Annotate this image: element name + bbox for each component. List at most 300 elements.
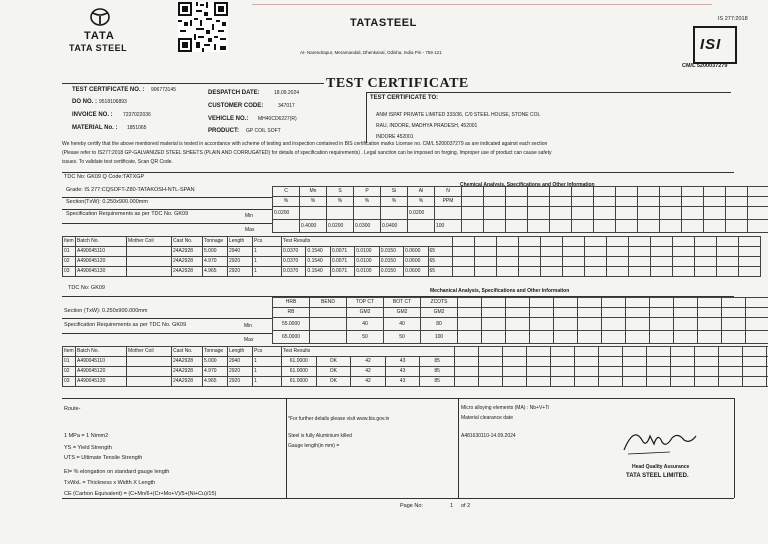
mech-blank-cell (722, 308, 746, 318)
chem-blank-cell (594, 220, 616, 233)
mech-cell-cast: 24A2928 (172, 357, 203, 367)
mech-max-1 (310, 331, 347, 344)
mech-blank-cell (578, 331, 602, 344)
mech-blank-cell (647, 367, 671, 377)
chem-blank-cell (638, 197, 660, 207)
chem-blank-cell (497, 237, 519, 247)
chem-blank-cell (673, 247, 695, 257)
chem-blank-cell (462, 197, 484, 207)
chem-rule-section (62, 209, 272, 210)
mech-blank-cell (551, 377, 575, 387)
mech-blank-cell (479, 367, 503, 377)
mech-result-value: 85 (420, 367, 455, 377)
chem-blank-cell (748, 220, 768, 233)
chem-col-header-4: Tonnage (203, 237, 228, 247)
chem-blank-cell (585, 237, 607, 247)
chem-result-value: 0.1540 (306, 267, 330, 277)
chem-blank-cell (484, 220, 506, 233)
mech-blank-cell (458, 308, 482, 318)
mech-units-2: GM2 (347, 308, 384, 318)
top-red-rule (252, 4, 712, 5)
chem-blank-cell (585, 257, 607, 267)
mech-headers-3: BOT CT (384, 298, 421, 308)
chem-result-value: 0.0370 (282, 257, 306, 267)
mech-blank-cell (554, 318, 578, 331)
tc-no-label: TEST CERTIFICATE NO. : (72, 87, 145, 93)
mech-headers-2: TOP CT (347, 298, 384, 308)
chem-blank-cell (506, 187, 528, 197)
mech-blank-cell (623, 367, 647, 377)
issued-to-line-3: INDORE 452001 (376, 134, 414, 140)
chem-blank-cell (682, 197, 704, 207)
chem-blank-cell (739, 237, 761, 247)
table-row (63, 247, 761, 257)
mech-cell-len: 2940 (228, 357, 253, 367)
chem-element-row (273, 187, 768, 197)
chem-unit-1: % (300, 197, 327, 207)
vehicle-label: VEHICLE NO.: (208, 116, 249, 122)
chem-blank-cell (541, 267, 563, 277)
mech-blank-cell (602, 318, 626, 331)
mech-blank-cell (671, 347, 695, 357)
mech-blank-cell (530, 308, 554, 318)
chem-cell-pcs: 1 (253, 267, 282, 277)
mech-spec: Specification Requirements as per TDC No. GK09 (64, 322, 187, 328)
chem-blank-cell (594, 207, 616, 220)
chem-col-header-0: Item (63, 237, 76, 247)
mech-min-label: Min (244, 323, 253, 329)
mech-blank-cell (479, 347, 503, 357)
chem-blank-cell (541, 247, 563, 257)
chem-spec-grid (272, 186, 768, 233)
mech-cell-len: 2920 (228, 367, 253, 377)
mech-headers-0: HRB (273, 298, 310, 308)
chem-result-value: 0.0600 (404, 267, 428, 277)
mech-result-value: OK (316, 357, 351, 367)
chem-blank-cell (475, 247, 497, 257)
customer-code-label: CUSTOMER CODE: (208, 103, 264, 109)
mech-min-1 (310, 318, 347, 331)
mech-blank-cell (482, 331, 506, 344)
mech-blank-cell (479, 377, 503, 387)
mech-blank-cell (527, 357, 551, 367)
chem-blank-cell (673, 257, 695, 267)
mech-blank-cell (527, 347, 551, 357)
chem-blank-cell (748, 207, 768, 220)
chem-blank-cell (607, 267, 629, 277)
chem-blank-cell (572, 220, 594, 233)
ce-note: CE (Carbon Equivalent) = (C+Mn/6+(Cr+Mo+V)/5+(Ni+Cu)/15) (64, 491, 217, 497)
table-row (63, 257, 761, 267)
chem-result-value: 0.0071 (330, 247, 354, 257)
chem-unit-6: PPM (435, 197, 462, 207)
mech-col-header-3: Cast No. (172, 347, 203, 357)
signatory-title-2: TATA STEEL LIMITED. (626, 473, 689, 479)
chem-min-4 (381, 207, 408, 220)
chem-result-value: 0.0150 (379, 267, 403, 277)
chem-cell-batch: A490045110 (76, 247, 127, 257)
chem-blank-cell (528, 207, 550, 220)
qr-code-icon (178, 2, 228, 52)
isi-mark (693, 26, 737, 64)
mech-blank-cell (458, 331, 482, 344)
mech-blank-cell (551, 357, 575, 367)
chem-blank-cell (563, 247, 585, 257)
chem-unit-4: % (381, 197, 408, 207)
mech-blank-cell (623, 347, 647, 357)
chem-blank-cell (739, 257, 761, 267)
clearance-value: A481630110-14.09.2024 (461, 433, 516, 439)
mech-blank-cell (530, 298, 554, 308)
chem-element-6: N (435, 187, 462, 197)
chem-blank-cell (484, 197, 506, 207)
mech-units-4: GM2 (421, 308, 458, 318)
chem-blank-cell (629, 267, 651, 277)
chem-blank-cell (572, 197, 594, 207)
issued-to-line-1: ANM ISPAT PRIVATE LIMITED 333/36, C/0 STEEL HOUSE, STONE COL (376, 112, 541, 118)
chem-result-value: 0.0100 (355, 257, 379, 267)
footer-bottom-rule (62, 498, 734, 499)
chem-cell-ton: 5.000 (203, 247, 228, 257)
mech-spec-grid (272, 297, 768, 344)
chem-blank-cell (739, 247, 761, 257)
mech-blank-cell (695, 367, 719, 377)
chem-blank-cell (704, 220, 726, 233)
chem-element-2: S (327, 187, 354, 197)
mech-blank-cell (746, 298, 768, 308)
chem-col-header-2: Mother Coil (127, 237, 172, 247)
mech-max-row (273, 331, 768, 344)
chem-cell-cast: 24A2928 (172, 267, 203, 277)
mech-blank-cell (746, 331, 768, 344)
chem-blank-cell (651, 267, 673, 277)
mech-blank-cell (503, 347, 527, 357)
mech-blank-cell (674, 308, 698, 318)
mech-cell-pcs: 1 (253, 357, 282, 367)
chem-max-2: 0.0200 (327, 220, 354, 233)
qr-code (178, 2, 228, 52)
chem-col-header-5: Length (228, 237, 253, 247)
mech-blank-cell (722, 318, 746, 331)
chem-result-value: 0.0150 (379, 247, 403, 257)
chem-max-3: 0.0300 (354, 220, 381, 233)
chem-blank-cell (660, 220, 682, 233)
chem-blank-cell (629, 247, 651, 257)
chem-blank-cell (475, 237, 497, 247)
chem-blank-cell (453, 237, 475, 247)
mech-blank-cell (527, 377, 551, 387)
chem-rule-spec (62, 223, 272, 224)
chem-cell-pcs: 1 (253, 257, 282, 267)
chem-result-value: 65 (428, 247, 452, 257)
chem-result-value: 0.0071 (330, 257, 354, 267)
chem-blank-cell (497, 247, 519, 257)
mech-cell-batch: A490045130 (76, 377, 127, 387)
mech-cell-batch: A490045120 (76, 367, 127, 377)
chem-cell-len: 2920 (228, 257, 253, 267)
bis-details-note: *For further details please visit www.bis.gov.in (288, 416, 390, 422)
chem-blank-cell (519, 237, 541, 247)
table-row (63, 377, 768, 387)
chem-blank-cell (563, 237, 585, 247)
chem-blank-cell (748, 197, 768, 207)
mech-blank-cell (695, 357, 719, 367)
mech-blank-cell (506, 308, 530, 318)
route-label: Route- (64, 406, 81, 412)
do-no-value: 9518106893 (99, 99, 127, 105)
mech-blank-cell (626, 298, 650, 308)
mech-cell-ton: 5.000 (203, 357, 228, 367)
mech-cell-pcs: 1 (253, 367, 282, 377)
chem-blank-cell (497, 257, 519, 267)
mech-blank-cell (647, 357, 671, 367)
footer-top-rule (62, 398, 734, 399)
mech-result-value: 61.0000 (282, 377, 317, 387)
mech-blank-cell (455, 347, 479, 357)
footer-divider-2 (458, 398, 459, 498)
chem-blank-cell (638, 187, 660, 197)
chem-blank-cell (704, 207, 726, 220)
chem-cell-item: 03 (63, 267, 76, 277)
mech-blank-cell (650, 298, 674, 308)
mech-header-row (273, 298, 768, 308)
chem-cell-batch: A490045120 (76, 257, 127, 267)
chem-blank-cell (563, 267, 585, 277)
table-row (63, 367, 768, 377)
el-note: El= % elongation on standard gauge length (64, 469, 170, 475)
mech-blank-cell (482, 308, 506, 318)
despatch-value: 18.09.2024 (274, 90, 300, 96)
mech-blank-cell (650, 318, 674, 331)
chem-unit-2: % (327, 197, 354, 207)
mech-blank-cell (671, 367, 695, 377)
chem-min-label: Min (245, 213, 254, 219)
chem-blank-cell (695, 237, 717, 247)
chem-cell-len: 2940 (228, 247, 253, 257)
chem-blank-cell (484, 207, 506, 220)
chem-blank-cell (528, 187, 550, 197)
invoice-label: INVOICE NO. : (72, 112, 113, 118)
chem-blank-cell (572, 187, 594, 197)
chem-result-value: 0.0150 (379, 257, 403, 267)
chem-blank-cell (475, 257, 497, 267)
cert-text-line-1: We hereby certify that the above mentioned material is tested in accordance with scheme of testing and inspection contained in BIS certification marks License no. CM/L 5200037279 as are indicated against each section (62, 141, 548, 147)
chem-grade: Grade: IS 277:CQSOFT-Z80-TATAKOSH-NTL-SPAN (66, 187, 195, 193)
chem-blank-cell (541, 237, 563, 247)
mech-blank-cell (575, 377, 599, 387)
mech-blank-cell (602, 331, 626, 344)
mech-blank-cell (455, 357, 479, 367)
chem-blank-cell (572, 207, 594, 220)
chem-blank-cell (704, 187, 726, 197)
chem-result-value: 0.1540 (306, 257, 330, 267)
chem-cell-cast: 24A2928 (172, 257, 203, 267)
chem-top-rule (62, 172, 734, 173)
chem-blank-cell (462, 220, 484, 233)
chem-blank-cell (484, 187, 506, 197)
invoice-value: 7237022036 (123, 112, 151, 118)
mech-blank-cell (482, 298, 506, 308)
mech-blank-cell (575, 347, 599, 357)
mech-units-3: GM2 (384, 308, 421, 318)
chem-blank-cell (607, 247, 629, 257)
mech-max-0: 65.0000 (273, 331, 310, 344)
mech-result-value: 42 (351, 367, 386, 377)
mech-blank-cell (719, 347, 743, 357)
mech-col-header-5: Length (228, 347, 253, 357)
aluminium-note: Steel is fully Aluminium killed (288, 433, 352, 439)
chem-max-5 (408, 220, 435, 233)
chem-cell-mother (127, 267, 172, 277)
chem-result-value: 0.1540 (306, 247, 330, 257)
mech-min-row (273, 318, 768, 331)
material-label: MATERIAL No. : (72, 125, 118, 131)
chem-blank-cell (462, 207, 484, 220)
chem-element-0: C (273, 187, 300, 197)
mech-blank-cell (479, 357, 503, 367)
product-value: GP COIL SOFT (246, 128, 281, 134)
signature (620, 422, 700, 458)
chem-blank-cell (616, 220, 638, 233)
chem-cell-mother (127, 257, 172, 267)
chem-blank-cell (739, 267, 761, 277)
mech-blank-cell (602, 308, 626, 318)
chem-min-6 (435, 207, 462, 220)
mech-blank-cell (503, 357, 527, 367)
mech-cell-cast: 24A2928 (172, 367, 203, 377)
mech-blank-cell (674, 298, 698, 308)
chem-element-4: Si (381, 187, 408, 197)
mech-col-header-1: Batch No. (76, 347, 127, 357)
mech-blank-cell (647, 377, 671, 387)
tatasteel-title: TATASTEEL (350, 17, 417, 29)
mech-results-header (63, 347, 768, 357)
chem-max-0 (273, 220, 300, 233)
chem-min-1 (300, 207, 327, 220)
micro-alloy-note: Micro alloying elements (MA) : Nb+V+Ti (461, 405, 550, 411)
cml-number: CM/L 5200037279 (682, 63, 728, 69)
mech-blank-cell (599, 347, 623, 357)
mech-cell-pcs: 1 (253, 377, 282, 387)
chem-blank-cell (726, 197, 748, 207)
mech-test-results-label: Test Results (282, 347, 455, 357)
mech-blank-cell (578, 298, 602, 308)
chem-blank-cell (616, 187, 638, 197)
chem-tdc: TDC No: GK09 Q Code:TATXGP (64, 174, 145, 180)
mech-blank-cell (650, 331, 674, 344)
chem-col-header-1: Batch No. (76, 237, 127, 247)
mech-blank-cell (554, 298, 578, 308)
chem-blank-cell (607, 257, 629, 267)
mech-cell-cast: 24A2928 (172, 377, 203, 387)
chem-cell-len: 2920 (228, 267, 253, 277)
chem-blank-cell (629, 237, 651, 247)
mech-cell-mother (127, 367, 172, 377)
chem-blank-cell (717, 237, 739, 247)
chem-result-value: 65 (428, 267, 452, 277)
mech-blank-cell (458, 298, 482, 308)
chem-max-label: Max (245, 227, 255, 233)
tatasteel-center-logo (350, 16, 450, 32)
mech-min-4: 80 (421, 318, 458, 331)
chem-blank-cell (528, 197, 550, 207)
chem-result-value: 65 (428, 257, 452, 267)
mech-blank-cell (551, 367, 575, 377)
mech-blank-cell (527, 367, 551, 377)
chem-blank-cell (638, 207, 660, 220)
chem-blank-cell (519, 267, 541, 277)
tata-mark-text: TATA (84, 30, 115, 42)
chem-blank-cell (616, 197, 638, 207)
mech-min-2: 40 (347, 318, 384, 331)
mech-blank-cell (671, 377, 695, 387)
despatch-label: DESPATCH DATE: (208, 90, 260, 96)
chem-result-value: 0.0100 (355, 267, 379, 277)
mech-blank-cell (746, 318, 768, 331)
chem-blank-cell (673, 237, 695, 247)
mech-blank-cell (674, 331, 698, 344)
mech-blank-cell (722, 298, 746, 308)
mech-blank-cell (503, 377, 527, 387)
mech-blank-cell (575, 357, 599, 367)
mech-cell-ton: 4.965 (203, 377, 228, 387)
document-title: TEST CERTIFICATE (326, 76, 469, 91)
chem-blank-cell (506, 197, 528, 207)
mech-max-4: 100 (421, 331, 458, 344)
chem-blank-cell (497, 267, 519, 277)
chem-cell-item: 01 (63, 247, 76, 257)
chem-blank-cell (726, 187, 748, 197)
table-row (63, 357, 768, 367)
chem-blank-cell (660, 197, 682, 207)
mech-cell-batch: A490045110 (76, 357, 127, 367)
chem-blank-cell (638, 220, 660, 233)
mech-blank-cell (719, 377, 743, 387)
chem-unit-row (273, 197, 768, 207)
chem-blank-cell (541, 257, 563, 267)
chem-spec: Specification Requirements as per TDC No. GK09 (66, 211, 189, 217)
gauge-note: Gauge length(in mm) = (288, 443, 340, 449)
chem-blank-cell (695, 247, 717, 257)
mech-blank-cell (695, 347, 719, 357)
clearance-label: Material clearance date (461, 415, 513, 421)
mech-blank-cell (578, 308, 602, 318)
do-no-label: DO NO. : (72, 99, 97, 105)
chem-result-value: 0.0600 (404, 257, 428, 267)
mech-blank-cell (746, 308, 768, 318)
mech-blank-cell (551, 347, 575, 357)
chem-blank-cell (726, 207, 748, 220)
mech-rule-section (62, 318, 272, 319)
chem-blank-cell (660, 187, 682, 197)
uts-note: UTS = Ultimate Tensile Strength (64, 455, 143, 461)
chem-blank-cell (519, 257, 541, 267)
issued-to-line-2: RAU, INDORE, MADHYA PRADESH, 452001 (376, 123, 478, 129)
mech-result-value: 43 (385, 367, 420, 377)
mech-units-1 (310, 308, 347, 318)
chem-min-0: 0.0200 (273, 207, 300, 220)
mech-col-header-6: Pcs (253, 347, 282, 357)
mech-blank-cell (503, 367, 527, 377)
chem-result-value: 0.0370 (282, 247, 306, 257)
mech-blank-cell (599, 357, 623, 367)
mech-blank-cell (743, 347, 767, 357)
chem-result-value: 0.0071 (330, 267, 354, 277)
chem-cell-batch: A490045130 (76, 267, 127, 277)
tata-logo (64, 8, 136, 54)
mech-blank-cell (743, 377, 767, 387)
chem-cell-ton: 4.970 (203, 257, 228, 267)
